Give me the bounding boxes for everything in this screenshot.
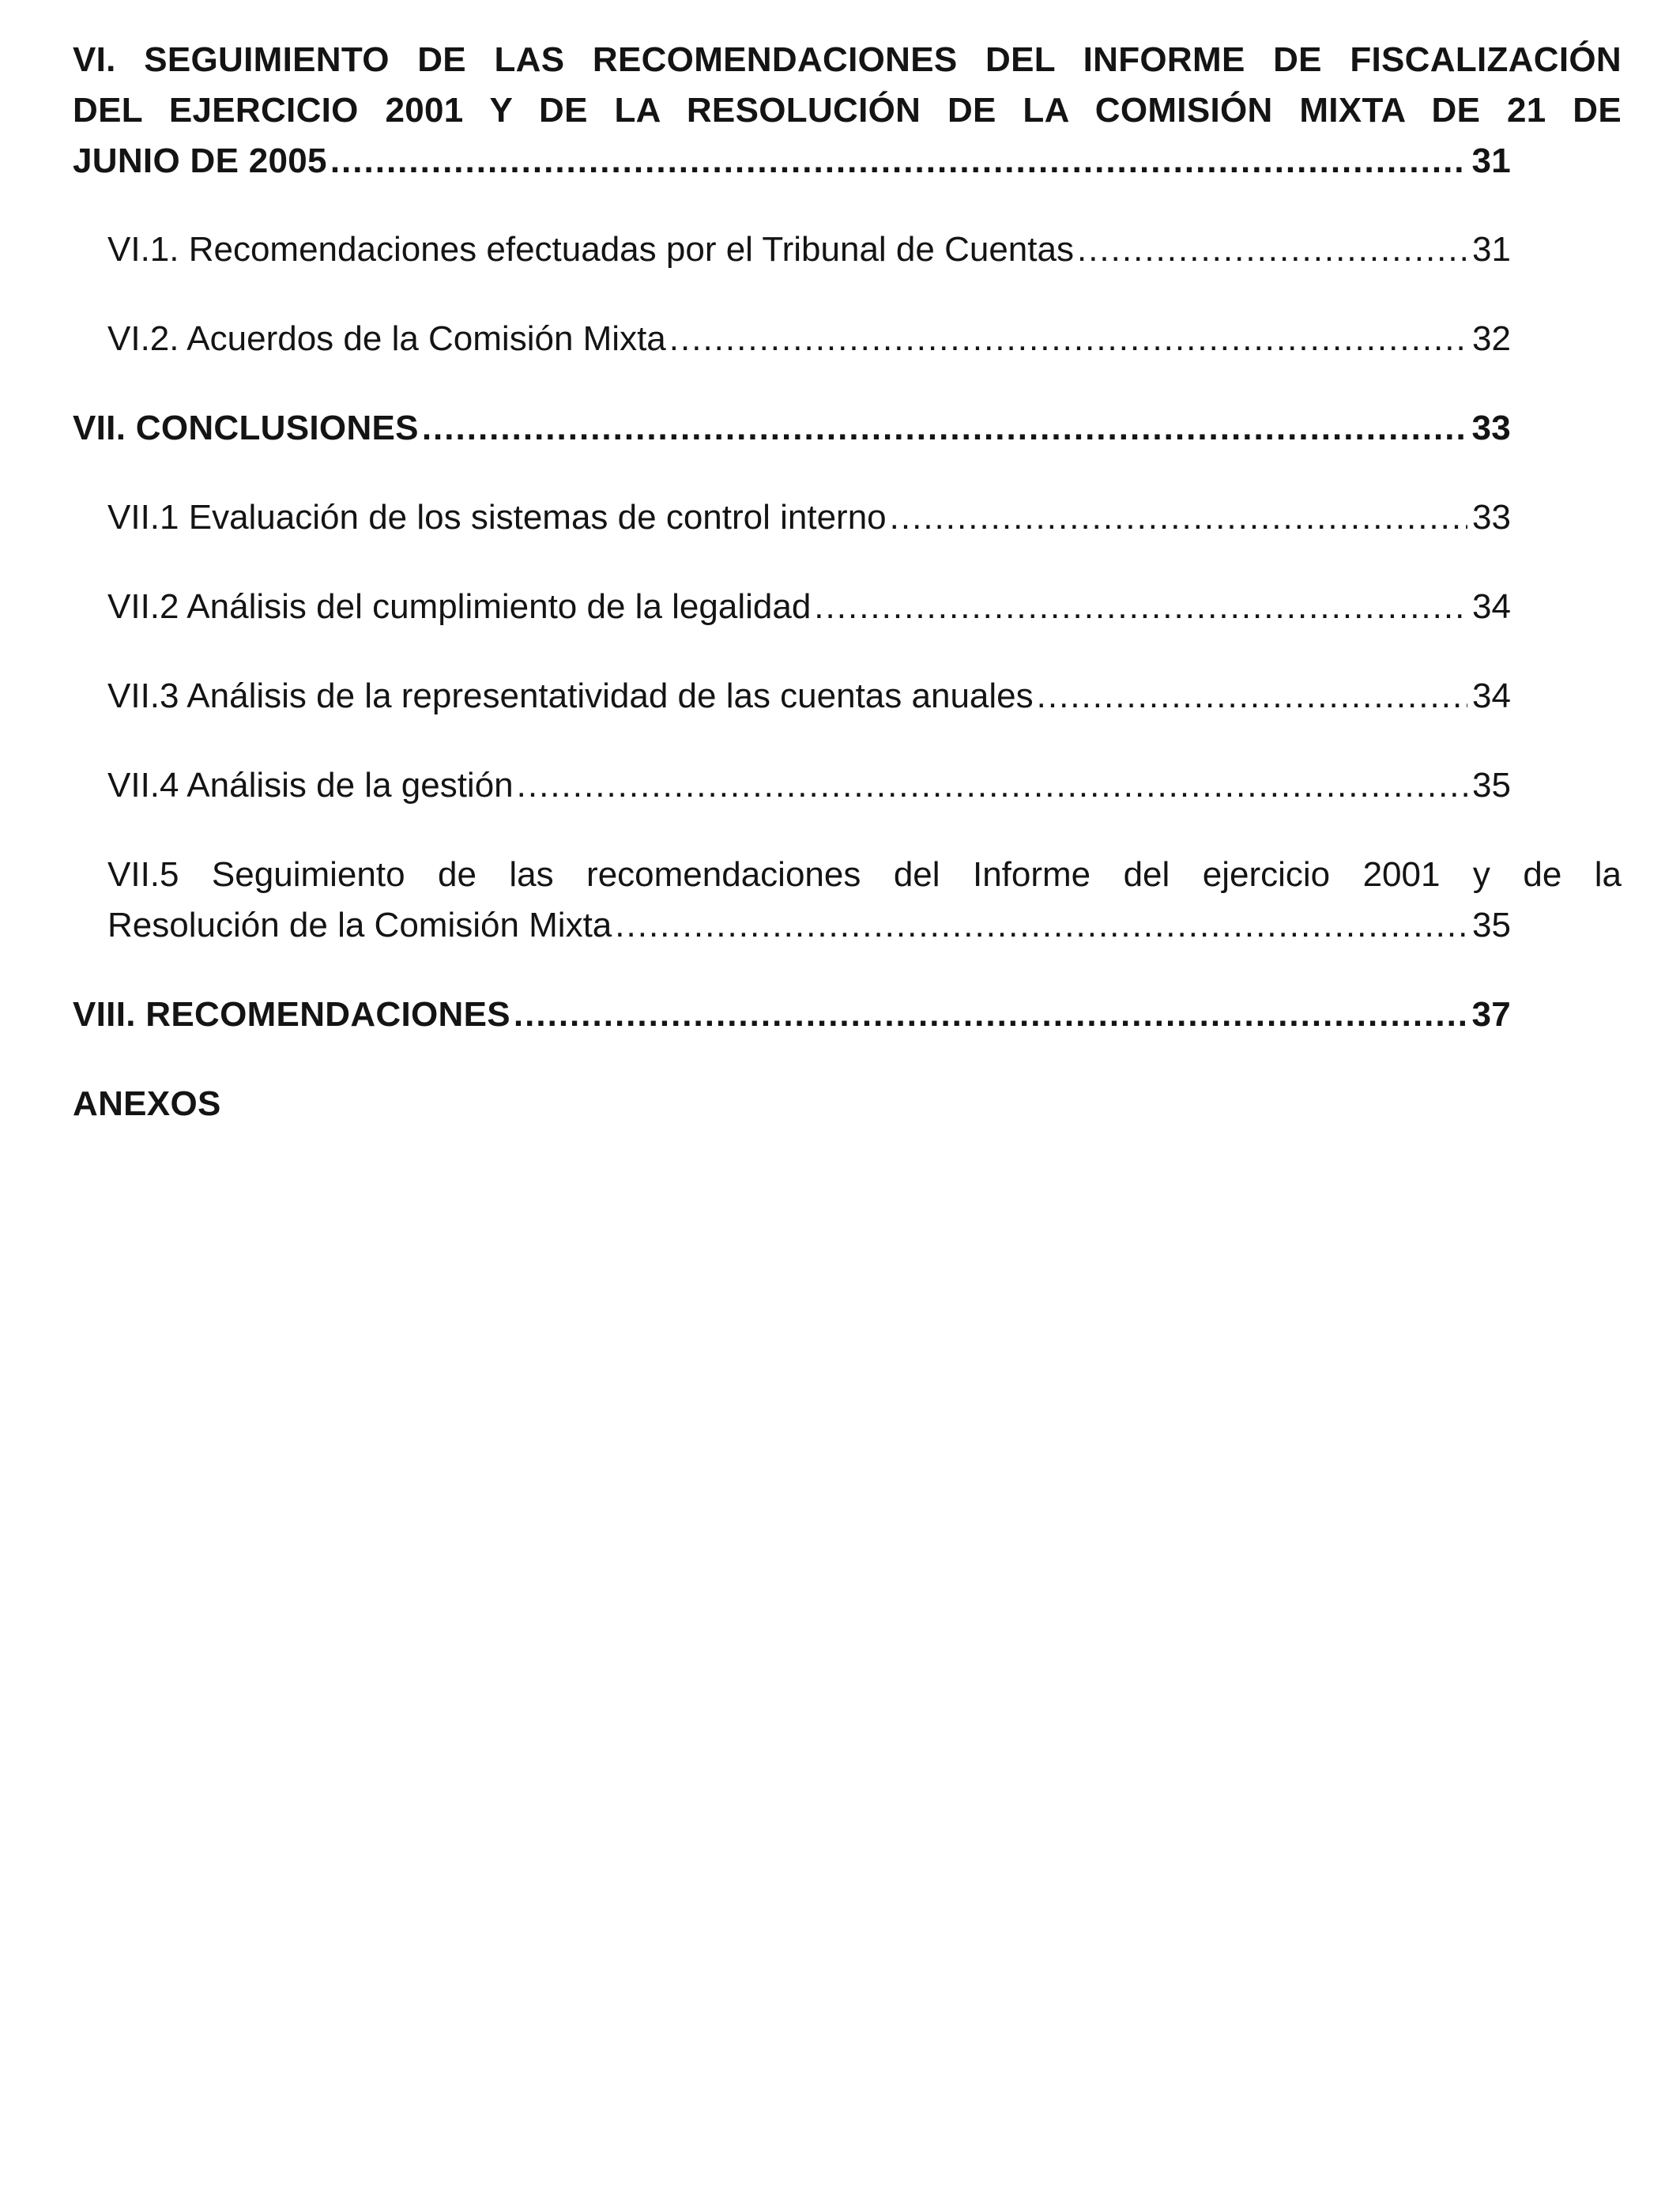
toc-entry-label: VI.1. Recomendaciones efectuadas por el Tribunal de Cuentas [107,230,1074,269]
toc-entry-label: ANEXOS [73,1084,221,1123]
toc-entry-vii-2[interactable] [107,582,1622,632]
toc-entry-label: VII.2 Análisis del cumplimiento de la legalidad [107,587,812,626]
toc-entry-vii-5[interactable] [107,850,1622,951]
toc-entry-vi[interactable] [73,35,1622,187]
table-of-contents [73,35,1622,1129]
toc-entry-vi-line-2: DEL EJERCICIO 2001 Y DE LA RESOLUCIÓN DE LA COMISIÓN MIXTA DE 21 DE [73,91,1622,130]
toc-entry-label: VII. CONCLUSIONES [73,409,419,447]
toc-page-number: 34 [1472,677,1511,715]
toc-entry-label: VI.2. Acuerdos de la Comisión Mixta [107,319,666,358]
toc-entry-label: VII.4 Análisis de la gestión [107,766,514,805]
toc-entry-vi-1[interactable] [107,224,1622,275]
toc-page-number: 33 [1472,498,1511,537]
toc-entry-vii-5-line-1: VII.5 Seguimiento de las recomendaciones del Informe del ejercicio 2001 y de la [107,855,1622,894]
dot-leader [517,760,1467,811]
toc-entry-vii[interactable] [73,403,1622,454]
toc-page-number: 32 [1472,319,1511,358]
dot-leader [514,990,1467,1040]
dot-leader [330,136,1467,187]
dot-leader [422,403,1467,454]
toc-entry-vii-4[interactable] [107,760,1622,811]
toc-page-number: 35 [1472,906,1511,944]
toc-entry-label: VII.1 Evaluación de los sistemas de control interno [107,498,887,537]
toc-page-number: 31 [1471,141,1511,180]
toc-entry-label: VII.3 Análisis de la representatividad de las cuentas anuales [107,677,1034,715]
dot-leader [669,314,1467,364]
toc-entry-vi-line-1: VI. SEGUIMIENTO DE LAS RECOMENDACIONES DEL INFORME DE FISCALIZACIÓN [73,40,1622,79]
toc-entry-label: VIII. RECOMENDACIONES [73,995,510,1034]
dot-leader [1037,671,1467,722]
toc-entry-vii-5-line-2: Resolución de la Comisión Mixta [107,906,612,944]
toc-entry-anexos[interactable] [73,1079,1622,1129]
toc-page-number: 33 [1471,409,1511,447]
toc-entry-vii-1[interactable] [107,492,1622,543]
toc-entry-vi-2[interactable] [107,314,1622,364]
toc-entry-vii-3[interactable] [107,671,1622,722]
dot-leader [615,900,1467,951]
toc-entry-viii[interactable] [73,990,1622,1040]
toc-page-number: 31 [1472,230,1511,269]
dot-leader [814,582,1467,632]
toc-entry-vi-line-3: JUNIO DE 2005 [73,141,327,180]
dot-leader [1077,224,1467,275]
toc-page-number: 37 [1471,995,1511,1034]
toc-page-number: 34 [1472,587,1511,626]
toc-page-number: 35 [1472,766,1511,805]
dot-leader [890,492,1467,543]
